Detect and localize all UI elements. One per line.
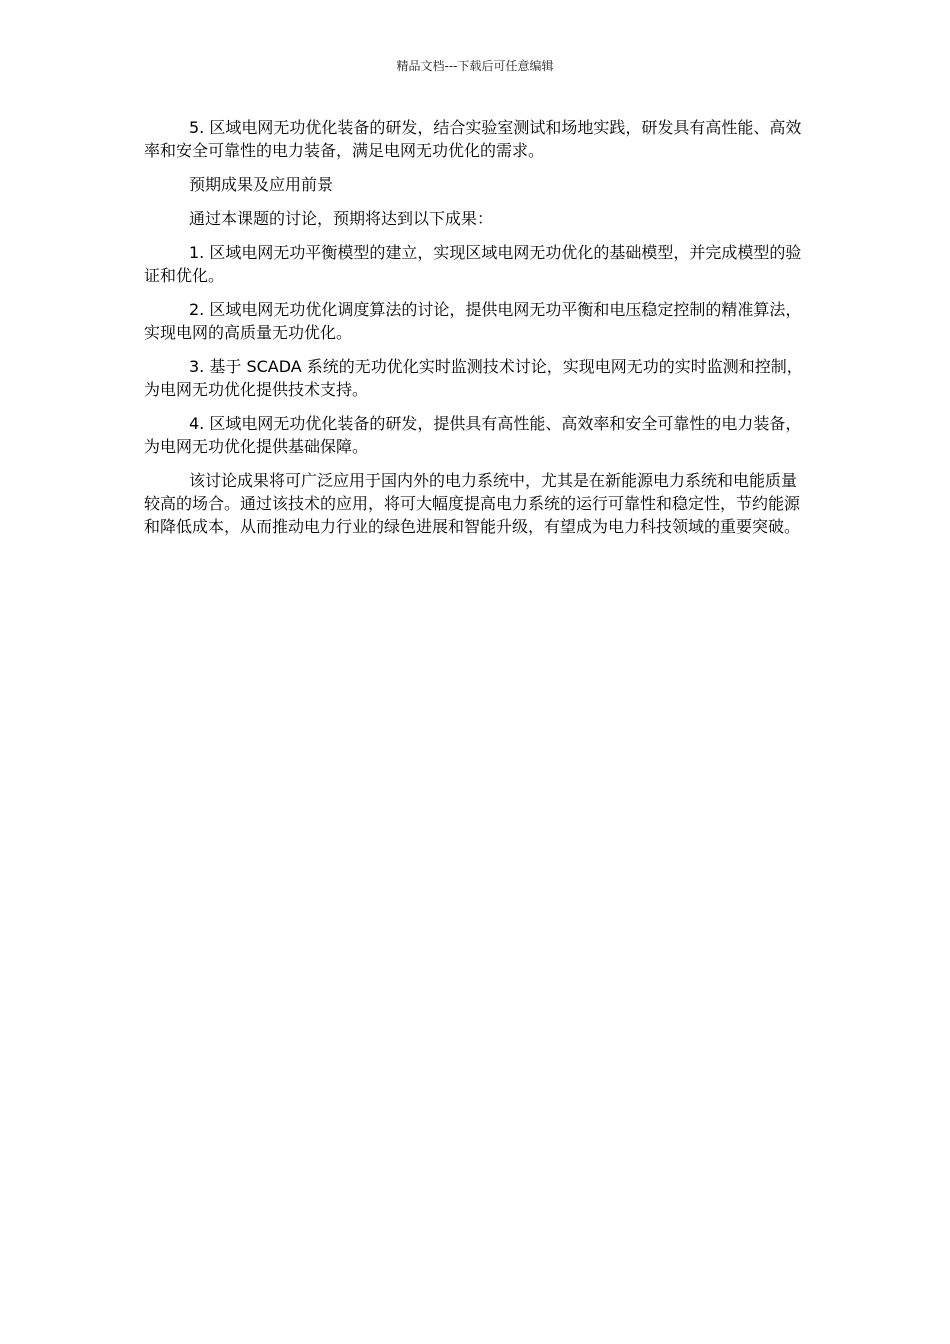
section-heading-expected-results: 预期成果及应用前景	[189, 175, 334, 194]
page-header: 精品文档---下载后可任意编辑	[396, 59, 554, 73]
paragraph-intro-results: 通过本课题的讨论，预期将达到以下成果：	[189, 209, 494, 228]
paragraph-result-1: 1. 区域电网无功平衡模型的建立，实现区域电网无功优化的基础模型，并完成模型的验证和优化。	[144, 243, 802, 285]
paragraph-item-5-equipment: 5. 区域电网无功优化装备的研发，结合实验室测试和场地实践，研发具有高性能、高效率和安全可靠性的电力装备，满足电网无功优化的需求。	[144, 118, 802, 160]
paragraph-application-prospects: 该讨论成果将可广泛应用于国内外的电力系统中，尤其是在新能源电力系统和电能质量较高的场合。通过该技术的应用，将可大幅度提高电力系统的运行可靠性和稳定性，节约能源和降低成本，从而推动电力行业的绿色进展和智能升级，有望成为电力科技领域的重要突破。	[144, 471, 801, 536]
document-body	[144, 116, 809, 549]
paragraph-result-3: 3. 基于 SCADA 系统的无功优化实时监测技术讨论，实现电网无功的实时监测和控制，为电网无功优化提供技术支持。	[144, 357, 803, 399]
paragraph-result-4: 4. 区域电网无功优化装备的研发，提供具有高性能、高效率和安全可靠性的电力装备，为电网无功优化提供基础保障。	[144, 414, 802, 456]
paragraph-result-2: 2. 区域电网无功优化调度算法的讨论，提供电网无功平衡和电压稳定控制的精准算法，实现电网的高质量无功优化。	[144, 300, 802, 342]
